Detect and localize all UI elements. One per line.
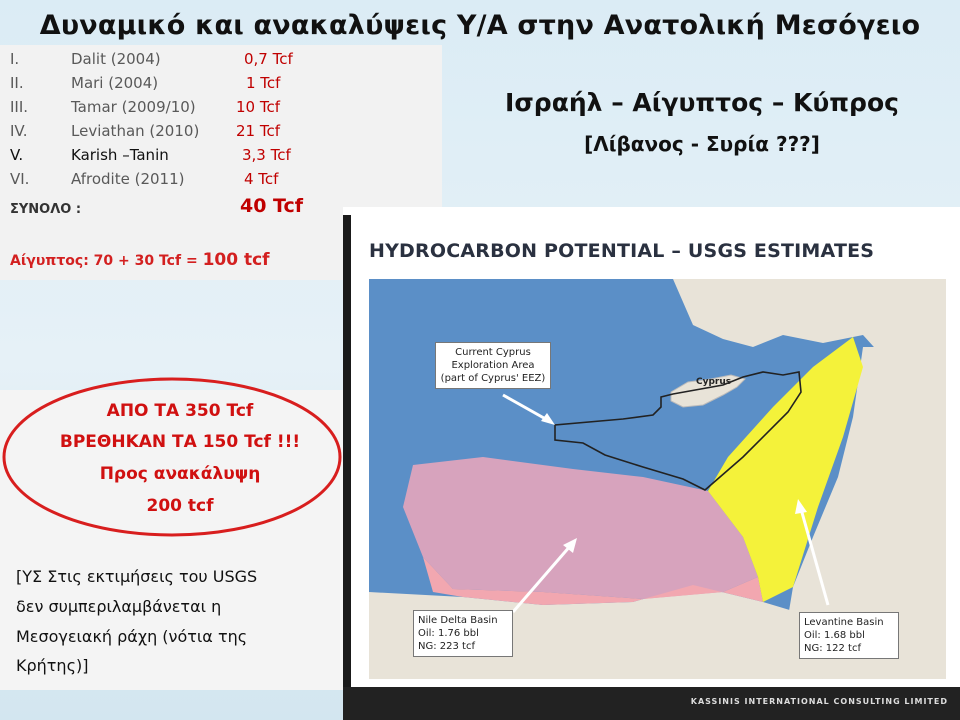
egypt-prefix: Αίγυπτος: 70 + 30 Tcf = (10, 253, 203, 269)
field-amount: 3,3 Tcf (242, 146, 291, 164)
field-number: I. (10, 50, 20, 68)
map-top-margin (343, 207, 960, 215)
field-name: Leviathan (2010) (71, 122, 200, 140)
note-line: δεν συμπεριλαμβάνεται η (16, 597, 222, 616)
slide-title: Δυναμικό και ανακαλύψεις Υ/Α στην Ανατολική Μεσόγειο (39, 10, 921, 41)
field-name: Mari (2004) (71, 74, 159, 92)
field-number: IV. (10, 122, 28, 140)
field-amount: 10 Tcf (236, 98, 280, 116)
field-name: Karish –Tanin (71, 146, 169, 164)
field-amount: 0,7 Tcf (244, 50, 293, 68)
cyprus-area-line: (part of Cyprus' EEZ) (440, 373, 546, 384)
field-name: Dalit (2004) (71, 50, 161, 68)
nile-basin-line: NG: 223 tcf (418, 641, 475, 652)
levantine-basin-line: Levantine Basin (804, 617, 884, 628)
field-number: III. (10, 98, 29, 116)
total-label: ΣΥΝΟΛΟ : (10, 202, 82, 217)
map-left-edge (343, 207, 351, 720)
egypt-reserves (10, 250, 270, 270)
ellipse-line: ΒΡΕΘΗΚΑΝ ΤΑ 150 Tcf !!! (59, 432, 301, 452)
field-name: Tamar (2009/10) (71, 98, 196, 116)
ellipse-line: 200 tcf (146, 496, 214, 516)
field-number: II. (10, 74, 24, 92)
map-title: HYDROCARBON POTENTIAL – USGS ESTIMATES (369, 240, 875, 262)
cyprus-label: Cyprus (696, 377, 732, 387)
levantine-basin-line: Oil: 1.68 bbl (804, 630, 865, 641)
map-footer (343, 687, 960, 720)
subtitle-secondary: [Λίβανος - Συρία ???] (584, 132, 820, 156)
cyprus-area-line: Exploration Area (451, 360, 535, 371)
ellipse-line: ΑΠΟ ΤΑ 350 Tcf (106, 401, 254, 421)
field-number: VI. (10, 170, 30, 188)
ellipse-line: Προς ανακάλυψη (99, 464, 261, 484)
usgs-map-panel (343, 207, 960, 720)
map-footer-text: KASSINIS INTERNATIONAL CONSULTING LIMITED (690, 697, 948, 706)
field-amount: 21 Tcf (236, 122, 280, 140)
field-amount: 1 Tcf (246, 74, 281, 92)
cyprus-area-label (435, 342, 551, 389)
nile-basin-line: Oil: 1.76 bbl (418, 628, 479, 639)
field-name: Afrodite (2011) (71, 170, 185, 188)
cyprus-area-line: Current Cyprus (455, 347, 531, 358)
subtitle: Ισραήλ – Αίγυπτος – Κύπρος (505, 88, 899, 117)
nile-basin-line: Nile Delta Basin (418, 615, 498, 626)
levantine-basin-line: NG: 122 tcf (804, 643, 861, 654)
total-value: 40 Tcf (240, 195, 304, 217)
field-number: V. (10, 146, 24, 164)
note-line: [ΥΣ Στις εκτιμήσεις του USGS (16, 567, 258, 586)
field-amount: 4 Tcf (244, 170, 279, 188)
note-line: Μεσογειακή ράχη (νότια της (16, 627, 248, 646)
levantine-basin-label (799, 612, 899, 659)
egypt-total: 100 tcf (202, 250, 270, 270)
note-line: Κρήτης)] (16, 656, 89, 675)
nile-basin-label (413, 610, 513, 657)
